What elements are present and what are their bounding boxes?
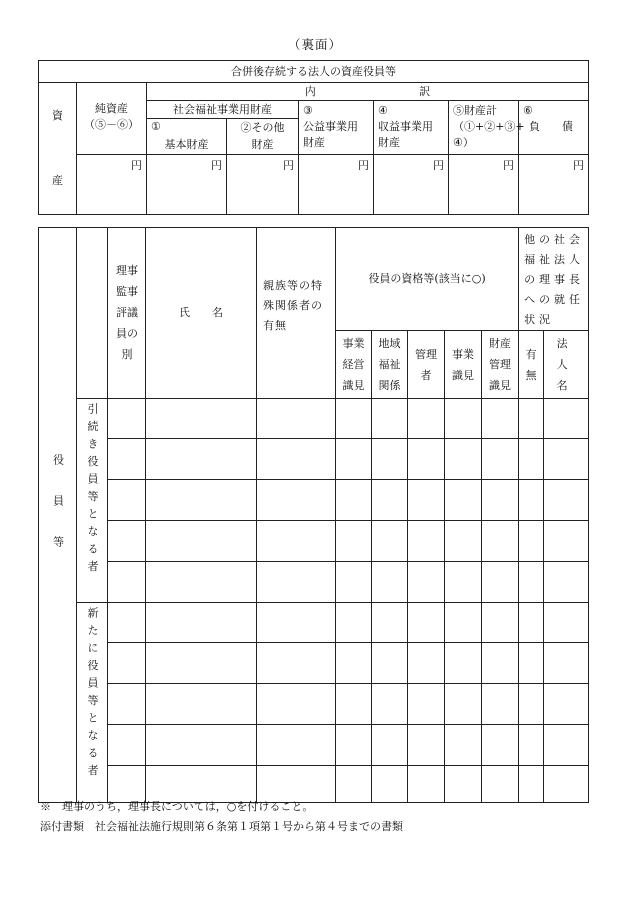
kin-cell[interactable] [257, 399, 336, 439]
public-label-1: ③ [303, 104, 313, 117]
corp-cell[interactable] [544, 480, 589, 521]
kin-cell[interactable] [257, 603, 336, 643]
qual-cell[interactable] [445, 766, 482, 803]
qual-cell[interactable] [336, 643, 372, 684]
debt-value[interactable]: 円 [519, 155, 589, 215]
corp-cell[interactable] [544, 439, 589, 480]
qual-cell[interactable] [372, 480, 408, 521]
name-cell[interactable] [146, 562, 257, 603]
public-assets-header [299, 101, 374, 155]
kin-cell[interactable] [257, 521, 336, 562]
corp-cell[interactable] [544, 562, 589, 603]
qual-cell[interactable] [372, 766, 408, 803]
name-cell[interactable] [146, 603, 257, 643]
qual-cell[interactable] [336, 439, 372, 480]
name-cell[interactable] [146, 480, 257, 521]
qual-cell[interactable] [445, 399, 482, 439]
qual-cell[interactable] [372, 725, 408, 766]
role-cell[interactable] [108, 439, 146, 480]
qual-cell[interactable] [445, 725, 482, 766]
corp-cell[interactable] [544, 725, 589, 766]
corp-column-label: 法人名 [556, 337, 576, 392]
role-cell[interactable] [108, 521, 146, 562]
qual-cell[interactable] [408, 562, 445, 603]
page-title: （裏面） [287, 37, 342, 52]
breakdown-label-2: 訳 [419, 84, 431, 98]
qualification-header: 役員の資格等(該当に○) [336, 228, 519, 331]
qualification-col-2 [372, 331, 408, 399]
qual-cell[interactable] [482, 521, 519, 562]
name-column-header: 氏 名 [146, 228, 257, 399]
qualification-col-3-label: 管理者 [415, 347, 437, 382]
has-cell[interactable] [519, 562, 544, 603]
profit-label-2: 収益事業用 [378, 120, 433, 133]
has-cell[interactable] [519, 521, 544, 562]
qual-cell[interactable] [482, 725, 519, 766]
asset-side-label-2: 産 [52, 174, 63, 187]
has-cell[interactable] [519, 766, 544, 803]
qual-cell[interactable] [336, 603, 372, 643]
breakdown-header [147, 83, 589, 101]
name-cell[interactable] [146, 643, 257, 684]
net-assets-label: 純資産 [95, 101, 128, 115]
public-label-3: 財産 [303, 136, 325, 149]
basic-assets-header-num: ① [147, 119, 227, 137]
officers-side-label-text: 役員等 [51, 453, 65, 577]
qual-cell[interactable] [482, 766, 519, 803]
qualification-col-4-label: 事業識見 [452, 347, 474, 382]
qual-cell[interactable] [408, 439, 445, 480]
qual-cell[interactable] [408, 766, 445, 803]
kin-cell[interactable] [257, 725, 336, 766]
has-column-label: 有無 [525, 347, 537, 382]
role-cell[interactable] [108, 766, 146, 803]
total-label-3: ④） [453, 136, 474, 149]
kin-column-header [257, 228, 336, 399]
kin-cell[interactable] [257, 643, 336, 684]
qualification-col-5 [482, 331, 519, 399]
qual-cell[interactable] [408, 725, 445, 766]
corp-cell[interactable] [544, 603, 589, 643]
qual-cell[interactable] [408, 480, 445, 521]
total-assets-value[interactable]: 円 [449, 155, 519, 215]
profit-assets-header [374, 101, 449, 155]
qualification-col-4 [445, 331, 482, 399]
kin-cell[interactable] [257, 439, 336, 480]
other-assets-value[interactable]: 円 [227, 155, 299, 215]
breakdown-label-1: 内 [304, 84, 316, 98]
asset-side-label-1: 資 [52, 109, 63, 122]
qual-cell[interactable] [336, 725, 372, 766]
kin-cell[interactable] [257, 684, 336, 725]
qual-cell[interactable] [445, 480, 482, 521]
qual-cell[interactable] [336, 562, 372, 603]
qual-cell[interactable] [372, 399, 408, 439]
qual-cell[interactable] [336, 766, 372, 803]
footnote-chair: ※ 理事のうち，理事長については，○を付けること。 [40, 800, 314, 813]
has-cell[interactable] [519, 603, 544, 643]
has-cell[interactable] [519, 725, 544, 766]
qualification-col-1 [336, 331, 372, 399]
has-cell[interactable] [519, 399, 544, 439]
name-cell[interactable] [146, 725, 257, 766]
has-cell[interactable] [519, 643, 544, 684]
total-label-1: ⑤財産計 [453, 104, 497, 117]
total-label-2: （①+②+③+ [453, 120, 525, 133]
qual-cell[interactable] [372, 521, 408, 562]
corp-column-header [544, 331, 589, 399]
role-cell[interactable] [108, 562, 146, 603]
kin-column-label: 親族等の特殊関係者の有無 [263, 279, 323, 332]
group-new-text: 新たに役員等となる者 [86, 607, 99, 782]
basic-assets-header-label: 基本財産 [147, 137, 227, 155]
name-cell[interactable] [146, 439, 257, 480]
qualification-col-1-label: 事業経営識見 [342, 337, 365, 392]
role-cell[interactable] [108, 399, 146, 439]
net-assets-formula: （⑤－⑥） [84, 117, 139, 131]
total-assets-header [449, 101, 525, 155]
debt-label-1: ⑥ [523, 104, 533, 117]
qual-cell[interactable] [408, 603, 445, 643]
corp-cell[interactable] [544, 643, 589, 684]
corp-cell[interactable] [544, 766, 589, 803]
group-continuing-label [77, 399, 108, 603]
net-assets-header [77, 101, 147, 155]
qualification-col-5-label: 財産管理識見 [489, 337, 512, 392]
footnote-attachments: 添付書類 社会福祉法施行規則第６条第１項第１号から第４号までの書類 [40, 820, 403, 833]
qual-cell[interactable] [482, 480, 519, 521]
qual-cell[interactable] [372, 684, 408, 725]
qual-cell[interactable] [336, 521, 372, 562]
other-assets-header-1: ②その他 [227, 119, 299, 137]
name-cell[interactable] [146, 399, 257, 439]
qual-cell[interactable] [445, 684, 482, 725]
qual-cell[interactable] [408, 643, 445, 684]
has-cell[interactable] [519, 480, 544, 521]
corp-cell[interactable] [544, 684, 589, 725]
public-label-2: 公益事業用 [303, 120, 358, 133]
kin-cell[interactable] [257, 480, 336, 521]
qual-cell[interactable] [482, 439, 519, 480]
qual-cell[interactable] [445, 521, 482, 562]
other-chair-label: 他の社会福祉法人の理事長への就任状況 [524, 233, 585, 326]
basic-assets-value[interactable]: 円 [147, 155, 227, 215]
debt-header [519, 101, 589, 155]
kin-cell[interactable] [257, 766, 336, 803]
public-assets-value[interactable]: 円 [299, 155, 374, 215]
qual-cell[interactable] [445, 643, 482, 684]
social-welfare-assets-header: 社会福祉事業用財産 [147, 101, 299, 119]
other-chair-header [519, 228, 589, 331]
qual-cell[interactable] [445, 603, 482, 643]
name-cell[interactable] [146, 521, 257, 562]
qual-cell[interactable] [372, 603, 408, 643]
name-cell[interactable] [146, 684, 257, 725]
role-column-header [108, 228, 146, 399]
qual-cell[interactable] [372, 643, 408, 684]
qualification-col-3 [408, 331, 445, 399]
asset-table [38, 60, 589, 215]
qual-cell[interactable] [445, 439, 482, 480]
debt-label-2: 負 債 [529, 120, 573, 133]
qual-cell[interactable] [408, 684, 445, 725]
group-continuing-text: 引続き役員等となる者 [86, 403, 99, 578]
qual-cell[interactable] [336, 399, 372, 439]
qual-cell[interactable] [372, 562, 408, 603]
qual-cell[interactable] [482, 399, 519, 439]
net-assets-value[interactable]: 円 [77, 155, 147, 215]
corp-cell[interactable] [544, 399, 589, 439]
other-assets-header-2: 財産 [227, 137, 299, 155]
officers-side-label [39, 228, 77, 803]
profit-label-3: 財産 [378, 136, 400, 149]
role-cell[interactable] [108, 603, 146, 643]
kin-cell[interactable] [257, 562, 336, 603]
name-cell[interactable] [146, 766, 257, 803]
qual-cell[interactable] [336, 480, 372, 521]
qual-cell[interactable] [372, 439, 408, 480]
qual-cell[interactable] [408, 399, 445, 439]
asset-side-label [39, 83, 77, 215]
role-cell[interactable] [108, 684, 146, 725]
has-cell[interactable] [519, 439, 544, 480]
asset-table-header: 合併後存続する法人の資産役員等 [39, 61, 589, 83]
role-column-label: 理事監事評議員の別 [116, 264, 138, 361]
group-new-label [77, 603, 108, 803]
profit-label-1: ④ [378, 104, 388, 117]
qual-cell[interactable] [482, 643, 519, 684]
officers-table [38, 227, 589, 803]
corp-cell[interactable] [544, 521, 589, 562]
profit-assets-value[interactable]: 円 [374, 155, 449, 215]
role-cell[interactable] [108, 725, 146, 766]
has-column-header [519, 331, 544, 399]
role-cell[interactable] [108, 643, 146, 684]
has-cell[interactable] [519, 684, 544, 725]
qual-cell[interactable] [408, 521, 445, 562]
role-cell[interactable] [108, 480, 146, 521]
qual-cell[interactable] [336, 684, 372, 725]
qualification-col-2-label: 地域福祉関係 [378, 337, 401, 392]
qual-cell[interactable] [482, 684, 519, 725]
qual-cell[interactable] [445, 562, 482, 603]
qual-cell[interactable] [482, 562, 519, 603]
qual-cell[interactable] [482, 603, 519, 643]
